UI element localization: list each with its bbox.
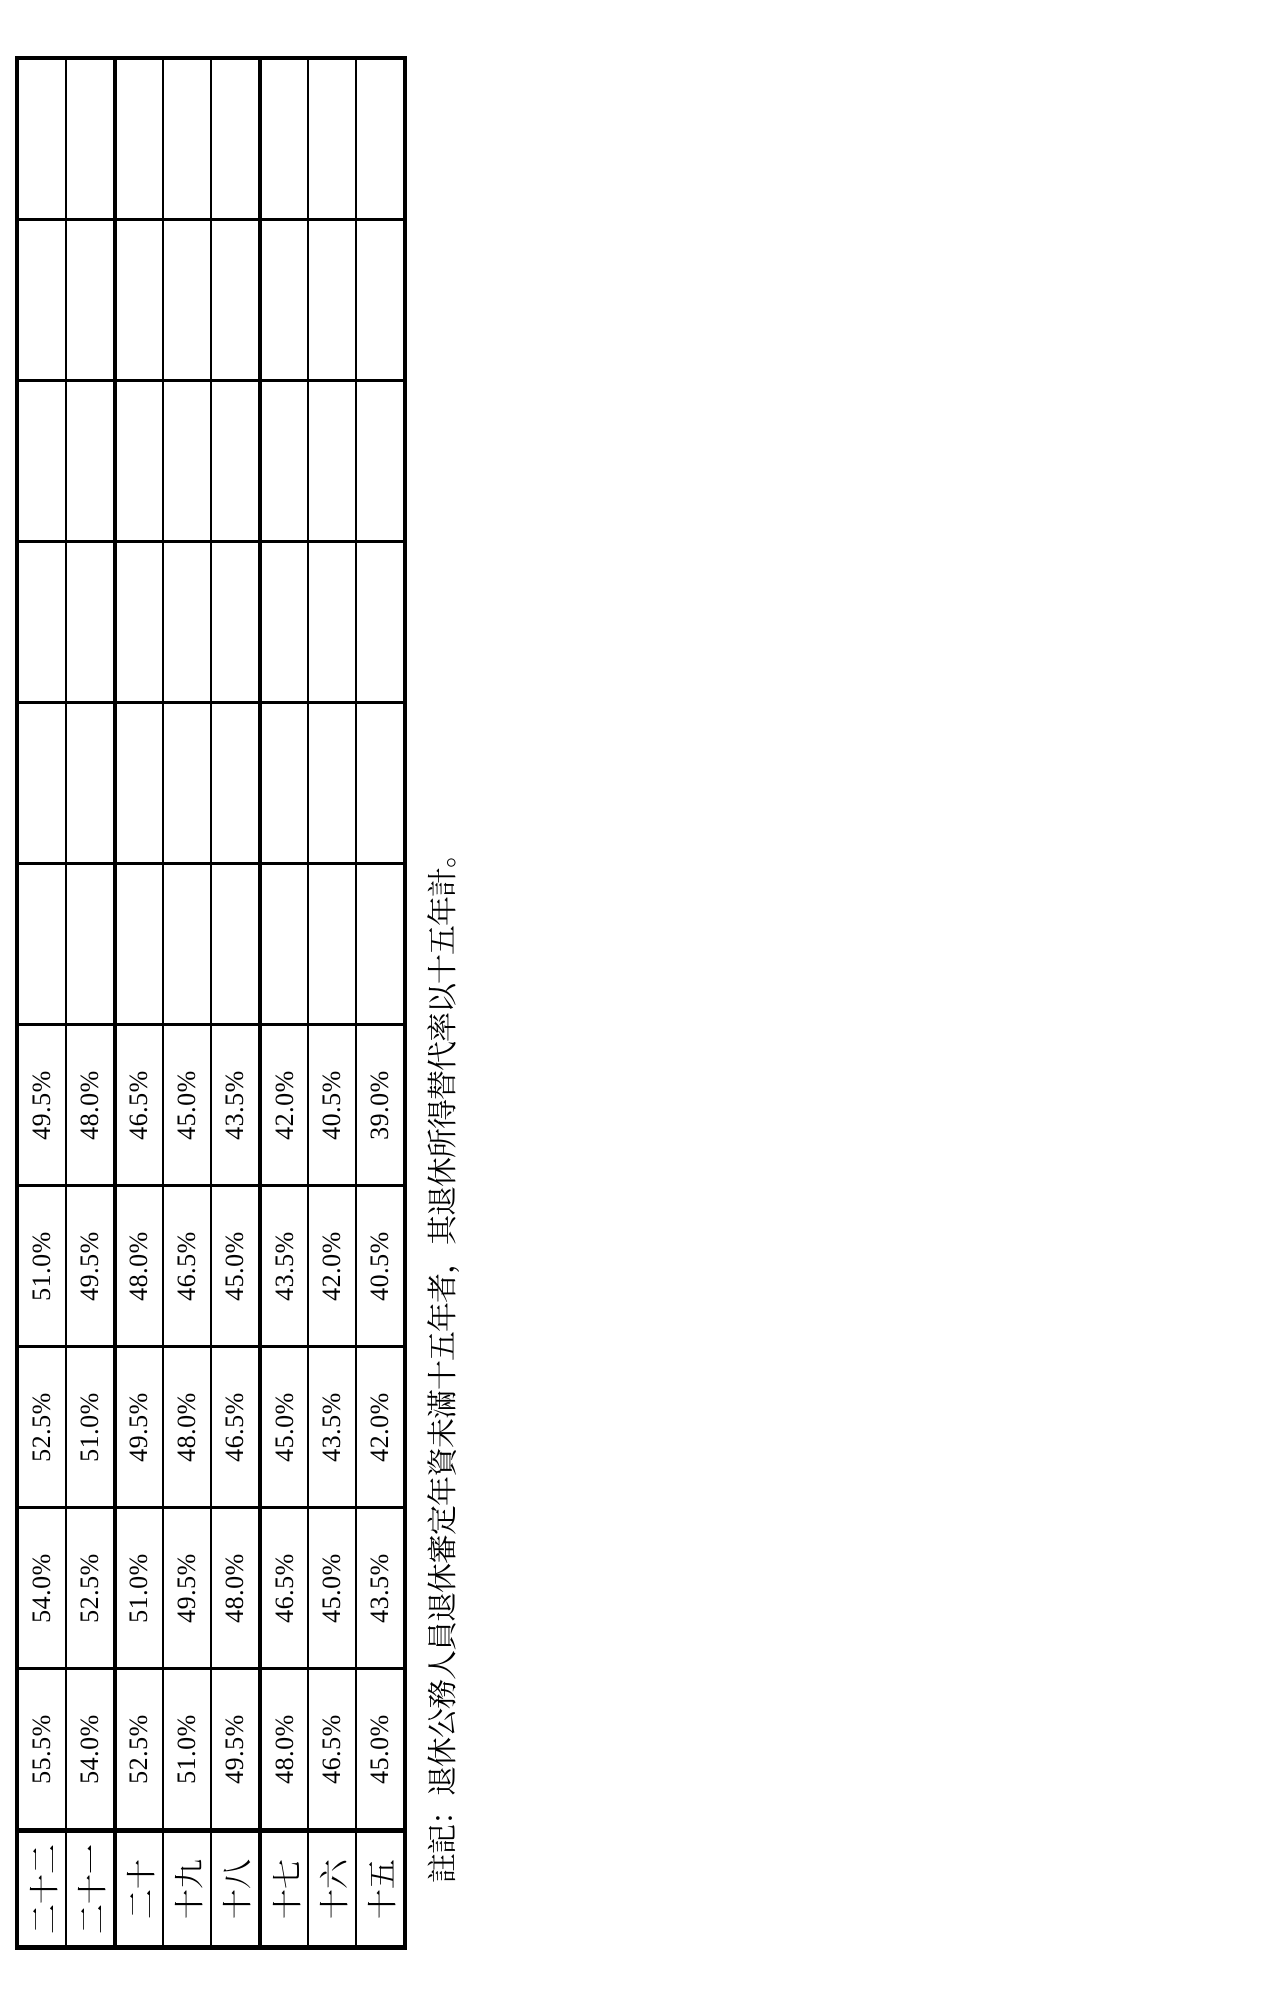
rate-cell: 43.5% <box>211 1025 260 1186</box>
empty-cell <box>356 58 405 220</box>
empty-cell <box>66 58 115 220</box>
empty-cell <box>308 381 356 542</box>
rate-cell: 48.0% <box>66 1025 115 1186</box>
empty-cell <box>211 58 260 220</box>
empty-cell <box>260 864 309 1025</box>
rate-cell: 46.5% <box>211 1347 260 1508</box>
empty-cell <box>356 542 405 703</box>
empty-cell <box>17 220 66 381</box>
rate-cell: 40.5% <box>356 1186 405 1347</box>
table-row <box>356 58 405 1948</box>
rate-cell: 45.0% <box>308 1508 356 1669</box>
empty-cell <box>211 703 260 864</box>
rate-cell: 51.0% <box>115 1508 164 1669</box>
table-row <box>17 58 66 1948</box>
row-header-years-of-service: 二十二 <box>17 1831 66 1948</box>
empty-cell <box>356 864 405 1025</box>
rate-cell: 43.5% <box>260 1186 309 1347</box>
empty-cell <box>356 703 405 864</box>
rate-cell: 48.0% <box>163 1347 211 1508</box>
table-row <box>260 58 309 1948</box>
rate-cell: 42.0% <box>260 1025 309 1186</box>
empty-cell <box>211 864 260 1025</box>
empty-cell <box>66 542 115 703</box>
empty-cell <box>163 381 211 542</box>
rotated-landscape-content <box>15 92 475 1950</box>
empty-cell <box>115 703 164 864</box>
empty-cell <box>308 58 356 220</box>
rate-cell: 55.5% <box>17 1669 66 1831</box>
empty-cell <box>66 381 115 542</box>
empty-cell <box>308 220 356 381</box>
rate-cell: 46.5% <box>115 1025 164 1186</box>
rate-cell: 51.0% <box>17 1186 66 1347</box>
empty-cell <box>260 542 309 703</box>
row-header-years-of-service: 二十一 <box>66 1831 115 1948</box>
empty-cell <box>66 864 115 1025</box>
row-header-years-of-service: 十九 <box>163 1831 211 1948</box>
empty-cell <box>163 703 211 864</box>
rate-cell: 43.5% <box>308 1347 356 1508</box>
empty-cell <box>308 542 356 703</box>
empty-cell <box>163 220 211 381</box>
rate-cell: 52.5% <box>115 1669 164 1831</box>
table-body <box>17 58 405 1948</box>
rate-cell: 45.0% <box>163 1025 211 1186</box>
empty-cell <box>163 58 211 220</box>
rate-cell: 49.5% <box>17 1025 66 1186</box>
table-row <box>308 58 356 1948</box>
empty-cell <box>260 220 309 381</box>
table-row <box>66 58 115 1948</box>
rate-cell: 49.5% <box>163 1508 211 1669</box>
empty-cell <box>115 864 164 1025</box>
empty-cell <box>115 542 164 703</box>
rate-cell: 49.5% <box>115 1347 164 1508</box>
empty-cell <box>308 864 356 1025</box>
row-header-years-of-service: 十八 <box>211 1831 260 1948</box>
empty-cell <box>211 542 260 703</box>
row-header-years-of-service: 十七 <box>260 1831 309 1948</box>
rate-cell: 45.0% <box>260 1347 309 1508</box>
rate-cell: 43.5% <box>356 1508 405 1669</box>
rate-cell: 49.5% <box>66 1186 115 1347</box>
empty-cell <box>211 381 260 542</box>
empty-cell <box>260 381 309 542</box>
rate-cell: 45.0% <box>356 1669 405 1831</box>
rate-cell: 54.0% <box>17 1508 66 1669</box>
rate-cell: 39.0% <box>356 1025 405 1186</box>
table-row <box>115 58 164 1948</box>
rate-cell: 51.0% <box>66 1347 115 1508</box>
table-row <box>163 58 211 1948</box>
rate-cell: 42.0% <box>308 1186 356 1347</box>
rate-cell: 52.5% <box>17 1347 66 1508</box>
row-header-years-of-service: 十六 <box>308 1831 356 1948</box>
rate-cell: 40.5% <box>308 1025 356 1186</box>
rate-cell: 54.0% <box>66 1669 115 1831</box>
empty-cell <box>115 58 164 220</box>
rate-cell: 49.5% <box>211 1669 260 1831</box>
empty-cell <box>17 703 66 864</box>
empty-cell <box>356 381 405 542</box>
rate-cell: 46.5% <box>308 1669 356 1831</box>
empty-cell <box>211 220 260 381</box>
rate-cell: 48.0% <box>115 1186 164 1347</box>
empty-cell <box>115 381 164 542</box>
empty-cell <box>115 220 164 381</box>
pension-replacement-rate-table <box>15 56 407 1950</box>
empty-cell <box>17 864 66 1025</box>
empty-cell <box>17 381 66 542</box>
table-row <box>211 58 260 1948</box>
empty-cell <box>66 220 115 381</box>
table-footnote: 註記：退休公務人員退休審定年資未滿十五年者，其退休所得替代率以十五年計。 <box>427 839 460 1883</box>
rate-cell: 45.0% <box>211 1186 260 1347</box>
empty-cell <box>66 703 115 864</box>
empty-cell <box>260 58 309 220</box>
rate-cell: 48.0% <box>211 1508 260 1669</box>
row-header-years-of-service: 十五 <box>356 1831 405 1948</box>
empty-cell <box>17 542 66 703</box>
empty-cell <box>260 703 309 864</box>
empty-cell <box>163 864 211 1025</box>
rate-cell: 42.0% <box>356 1347 405 1508</box>
empty-cell <box>163 542 211 703</box>
rate-cell: 51.0% <box>163 1669 211 1831</box>
empty-cell <box>356 220 405 381</box>
rate-cell: 46.5% <box>163 1186 211 1347</box>
row-header-years-of-service: 二十 <box>115 1831 164 1948</box>
rate-cell: 46.5% <box>260 1508 309 1669</box>
empty-cell <box>308 703 356 864</box>
rate-cell: 48.0% <box>260 1669 309 1831</box>
empty-cell <box>17 58 66 220</box>
rate-cell: 52.5% <box>66 1508 115 1669</box>
